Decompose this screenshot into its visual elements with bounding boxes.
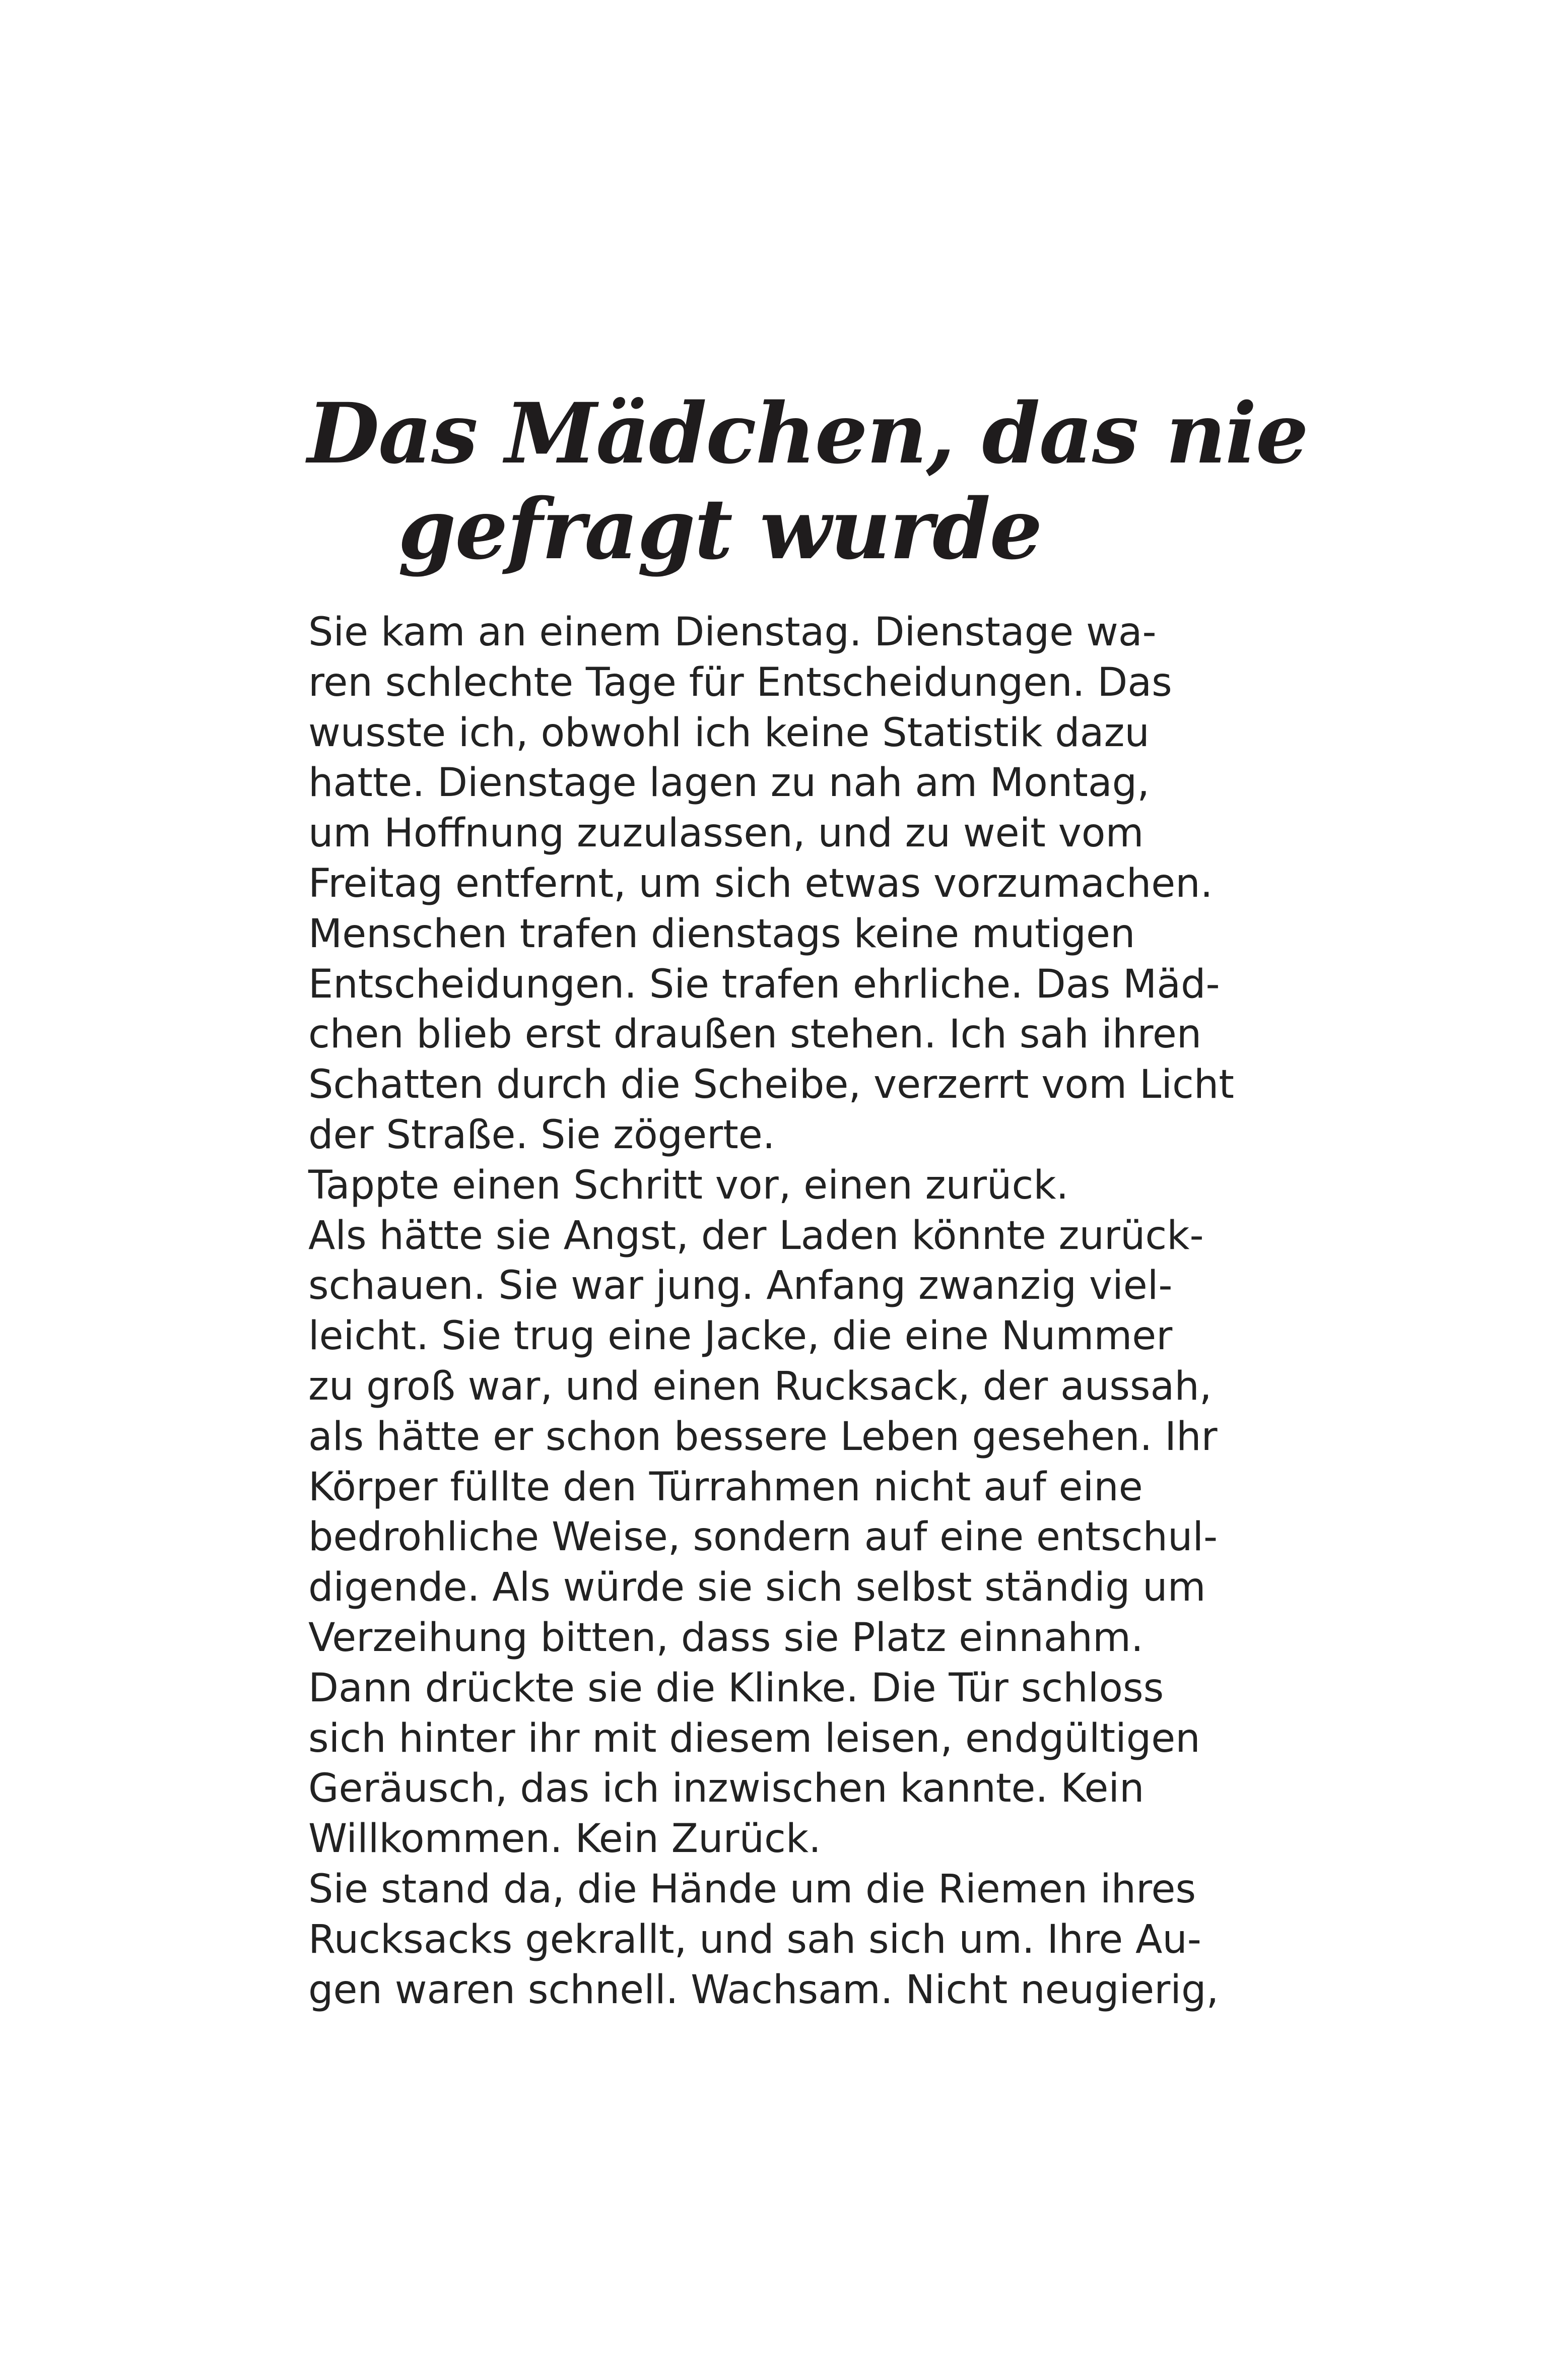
chapter-title-line: Das Mädchen, das nie xyxy=(307,384,1308,482)
chapter-body-text xyxy=(308,608,1265,2015)
text-line: Verzeihung bitten, dass sie Platz einnahm. xyxy=(308,1615,1144,1661)
text-line: chen blieb erst draußen stehen. Ich sah ihren xyxy=(308,1012,1202,1057)
text-line: schauen. Sie war jung. Anfang zwanzig viel- xyxy=(308,1263,1173,1309)
text-line: um Hoffnung zuzulassen, und zu weit vom xyxy=(308,811,1144,856)
text-line: Entscheidungen. Sie trafen ehrliche. Das Mäd- xyxy=(308,961,1220,1007)
text-line: wusste ich, obwohl ich keine Statistik dazu xyxy=(308,710,1150,756)
text-line: als hätte er schon bessere Leben gesehen. Ihr xyxy=(308,1414,1218,1460)
text-line: der Straße. Sie zögerte. xyxy=(308,1112,775,1158)
text-line: Rucksacks gekrallt, und sah sich um. Ihre Au- xyxy=(308,1916,1201,1962)
text-line: Schatten durch die Scheibe, verzerrt vom Licht xyxy=(308,1062,1234,1108)
text-line: Tappte einen Schritt vor, einen zurück. xyxy=(308,1162,1069,1208)
text-line: Dann drückte sie die Klinke. Die Tür schloss xyxy=(308,1665,1164,1711)
text-line: gen waren schnell. Wachsam. Nicht neugierig, xyxy=(308,1967,1219,2013)
text-line: Als hätte sie Angst, der Laden könnte zurück- xyxy=(308,1213,1204,1259)
chapter-title-line: gefragt wurde xyxy=(398,480,1042,578)
text-line: hatte. Dienstage lagen zu nah am Montag, xyxy=(308,760,1150,806)
text-line: zu groß war, und einen Rucksack, der aussah, xyxy=(308,1363,1212,1409)
text-line: Menschen trafen dienstags keine mutigen xyxy=(308,911,1135,957)
text-line: Sie kam an einem Dienstag. Dienstage wa- xyxy=(308,610,1157,655)
text-line: ren schlechte Tage für Entscheidungen. Das xyxy=(308,659,1172,705)
text-line: Freitag entfernt, um sich etwas vorzumachen. xyxy=(308,861,1213,906)
text-line: Körper füllte den Türrahmen nicht auf eine xyxy=(308,1464,1143,1510)
text-line: Geräusch, das ich inzwischen kannte. Kein xyxy=(308,1766,1145,1812)
text-line: Willkommen. Kein Zurück. xyxy=(308,1816,821,1862)
text-line: digende. Als würde sie sich selbst ständig um xyxy=(308,1565,1206,1611)
text-line: bedrohliche Weise, sondern auf eine entschul- xyxy=(308,1514,1218,1560)
text-line: sich hinter ihr mit diesem leisen, endgültigen xyxy=(308,1715,1200,1761)
text-line: leicht. Sie trug eine Jacke, die eine Nummer xyxy=(308,1313,1173,1359)
text-line: Sie stand da, die Hände um die Riemen ihres xyxy=(308,1866,1196,1912)
